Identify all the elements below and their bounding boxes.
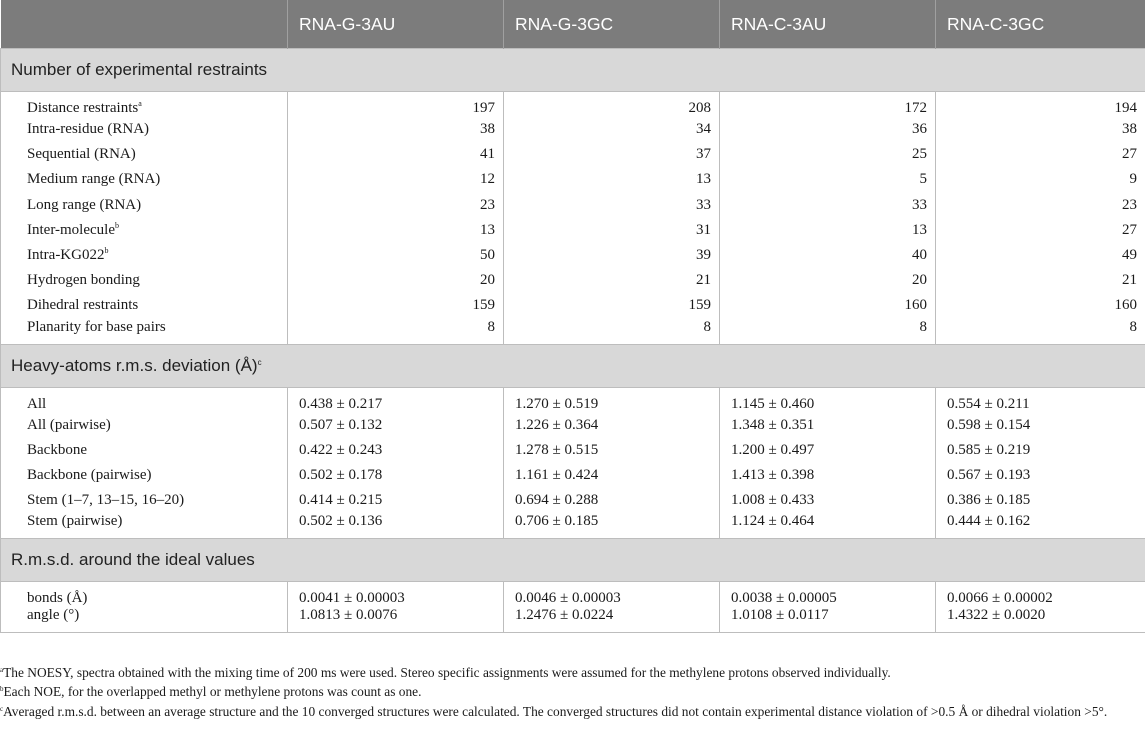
row-label-text: Stem (pairwise) (27, 513, 123, 530)
row-label (1, 463, 288, 488)
table-cell: 36 (720, 117, 936, 142)
table-cell: 21 (936, 268, 1145, 293)
table-row (1, 92, 1145, 118)
table-cell: 0.444 ± 0.162 (936, 513, 1145, 539)
row-label (1, 607, 288, 633)
section-header-row (1, 344, 1145, 387)
table-cell: 1.270 ± 0.519 (504, 387, 720, 413)
section-header-row (1, 49, 1145, 92)
table-row (1, 488, 1145, 513)
header-rna-c-3gc: RNA-C-3GC (936, 1, 1145, 49)
table-body (1, 49, 1145, 633)
header-rna-c-3au: RNA-C-3AU (720, 1, 936, 49)
row-label-text: Sequential (RNA) (27, 146, 136, 163)
footnote (0, 682, 1140, 701)
row-label (1, 142, 288, 167)
table-cell: 23 (288, 193, 504, 218)
table-cell: 1.200 ± 0.497 (720, 438, 936, 463)
table-cell: 27 (936, 218, 1145, 243)
table-cell: 1.413 ± 0.398 (720, 463, 936, 488)
table-cell: 0.502 ± 0.136 (288, 513, 504, 539)
table-row (1, 319, 1145, 345)
table-cell: 49 (936, 243, 1145, 268)
row-label (1, 218, 288, 243)
table-row (1, 293, 1145, 318)
table-row (1, 142, 1145, 167)
table-cell: 0.706 ± 0.185 (504, 513, 720, 539)
table-cell: 159 (288, 293, 504, 318)
row-label-text: All (27, 395, 47, 412)
row-label (1, 513, 288, 539)
table-cell: 1.0108 ± 0.0117 (720, 607, 936, 633)
table-cell: 20 (720, 268, 936, 293)
row-label (1, 243, 288, 268)
table-cell: 50 (288, 243, 504, 268)
row-label-text: angle (°) (27, 607, 80, 624)
table-row (1, 167, 1145, 192)
table-cell: 160 (720, 293, 936, 318)
table-cell: 1.124 ± 0.464 (720, 513, 936, 539)
table-row (1, 243, 1145, 268)
row-label (1, 413, 288, 438)
section-title (1, 49, 1145, 92)
section-title-text: Number of experimental restraints (11, 60, 268, 79)
table-cell: 20 (288, 268, 504, 293)
table-cell: 172 (720, 92, 936, 118)
table-cell: 197 (288, 92, 504, 118)
footnote (0, 663, 1140, 682)
table-cell: 37 (504, 142, 720, 167)
row-label (1, 582, 288, 608)
row-label-text: All (pairwise) (27, 416, 111, 433)
table-cell: 0.422 ± 0.243 (288, 438, 504, 463)
table-row (1, 268, 1145, 293)
row-label-text: Intra-KG022 (27, 247, 105, 264)
table-cell: 38 (936, 117, 1145, 142)
row-label-text: Planarity for base pairs (27, 318, 166, 335)
row-label (1, 488, 288, 513)
table-row (1, 413, 1145, 438)
section-title-text: R.m.s.d. around the ideal values (11, 550, 255, 570)
table-cell: 38 (288, 117, 504, 142)
footnotes (0, 663, 1140, 721)
footnote-text: Each NOE, for the overlapped methyl or methylene protons was count as one. (3, 684, 422, 700)
footnote-text: The NOESY, spectra obtained with the mixing time of 200 ms were used. Stereo specific assignments were assumed for the methylene protons observed individually. (3, 665, 891, 680)
footnote-mark: c (0, 704, 4, 713)
table-cell: 33 (504, 193, 720, 218)
table-cell: 25 (720, 142, 936, 167)
table-cell: 27 (936, 142, 1145, 167)
footnote (0, 702, 1140, 721)
row-label (1, 387, 288, 413)
table-cell: 0.554 ± 0.211 (936, 387, 1145, 413)
table-cell: 12 (288, 167, 504, 192)
table-cell: 39 (504, 243, 720, 268)
header-rna-g-3au: RNA-G-3AU (288, 1, 504, 49)
table-cell: 0.414 ± 0.215 (288, 488, 504, 513)
header-row (1, 1, 1145, 49)
table-cell: 13 (288, 218, 504, 243)
table-row (1, 387, 1145, 413)
table-cell: 1.2476 ± 0.0224 (504, 607, 720, 633)
table-cell: 0.438 ± 0.217 (288, 387, 504, 413)
table-cell: 1.161 ± 0.424 (504, 463, 720, 488)
table-header (1, 1, 1145, 49)
row-label-text: Inter-molecule (27, 221, 115, 238)
header-rna-g-3gc: RNA-G-3GC (504, 1, 720, 49)
section-title (1, 344, 1145, 387)
table-cell: 34 (504, 117, 720, 142)
table-cell: 8 (504, 319, 720, 345)
row-label-text: bonds (Å) (27, 590, 88, 607)
row-label-text: Long range (RNA) (27, 196, 142, 213)
table-cell: 0.502 ± 0.178 (288, 463, 504, 488)
section-title-text: Heavy-atoms r.m.s. deviation (Å) (11, 355, 258, 375)
table-cell: 0.585 ± 0.219 (936, 438, 1145, 463)
section-title (1, 539, 1145, 582)
table-cell: 1.348 ± 0.351 (720, 413, 936, 438)
table-cell: 0.507 ± 0.132 (288, 413, 504, 438)
table-cell: 31 (504, 218, 720, 243)
table-cell: 23 (936, 193, 1145, 218)
row-label (1, 319, 288, 345)
table-cell: 8 (720, 319, 936, 345)
table-cell: 0.567 ± 0.193 (936, 463, 1145, 488)
table-row (1, 513, 1145, 539)
row-label-text: Intra-residue (RNA) (27, 121, 150, 138)
table-cell: 5 (720, 167, 936, 192)
table-cell: 41 (288, 142, 504, 167)
table-row (1, 438, 1145, 463)
table-row (1, 193, 1145, 218)
table-cell: 8 (936, 319, 1145, 345)
table-cell: 0.0046 ± 0.00003 (504, 582, 720, 608)
row-label (1, 268, 288, 293)
row-label-text: Backbone (pairwise) (27, 466, 152, 483)
table-cell: 1.226 ± 0.364 (504, 413, 720, 438)
row-label (1, 92, 288, 118)
table-cell: 9 (936, 167, 1145, 192)
table-cell: 21 (504, 268, 720, 293)
table-cell: 0.694 ± 0.288 (504, 488, 720, 513)
row-label-text: Hydrogen bonding (27, 272, 140, 289)
footnote-mark: a (138, 99, 142, 108)
table-cell: 208 (504, 92, 720, 118)
table-cell: 1.145 ± 0.460 (720, 387, 936, 413)
section-header-row (1, 539, 1145, 582)
row-label (1, 193, 288, 218)
footnote-mark: b (0, 685, 4, 694)
table-row (1, 117, 1145, 142)
table-cell: 1.0813 ± 0.0076 (288, 607, 504, 633)
table-row (1, 218, 1145, 243)
footnote-text: Averaged r.m.s.d. between an average structure and the 10 converged structures were calculated. The converged structures did not contain experimental distance violation of >0.5 Å or dihedral violation >5°. (3, 703, 1108, 719)
table-row (1, 582, 1145, 608)
table-cell: 0.386 ± 0.185 (936, 488, 1145, 513)
footnote-mark: b (115, 220, 119, 230)
table-cell: 1.278 ± 0.515 (504, 438, 720, 463)
table-cell: 13 (504, 167, 720, 192)
table-cell: 0.0041 ± 0.00003 (288, 582, 504, 608)
row-label (1, 293, 288, 318)
table-cell: 160 (936, 293, 1145, 318)
footnote-mark: b (104, 246, 109, 256)
row-label-text: Medium range (RNA) (27, 171, 161, 188)
row-label (1, 117, 288, 142)
footnote-mark: a (0, 666, 4, 674)
table-cell: 1.4322 ± 0.0020 (936, 607, 1145, 633)
row-label-text: Distance restraints (27, 100, 139, 116)
table-cell: 13 (720, 218, 936, 243)
row-label (1, 167, 288, 192)
table-cell: 1.008 ± 0.433 (720, 488, 936, 513)
table-cell: 159 (504, 293, 720, 318)
table-row (1, 463, 1145, 488)
table-cell: 0.0038 ± 0.00005 (720, 582, 936, 608)
table-cell: 8 (288, 319, 504, 345)
footnote-mark: c (257, 357, 262, 367)
table-cell: 40 (720, 243, 936, 268)
row-label-text: Backbone (27, 441, 87, 458)
table-cell: 0.598 ± 0.154 (936, 413, 1145, 438)
row-label-text: Dihedral restraints (27, 297, 139, 314)
header-blank (1, 1, 288, 49)
table-cell: 194 (936, 92, 1145, 118)
table-row (1, 607, 1145, 633)
table-cell: 0.0066 ± 0.00002 (936, 582, 1145, 608)
table-cell: 33 (720, 193, 936, 218)
row-label (1, 438, 288, 463)
row-label-text: Stem (1–7, 13–15, 16–20) (27, 492, 185, 509)
